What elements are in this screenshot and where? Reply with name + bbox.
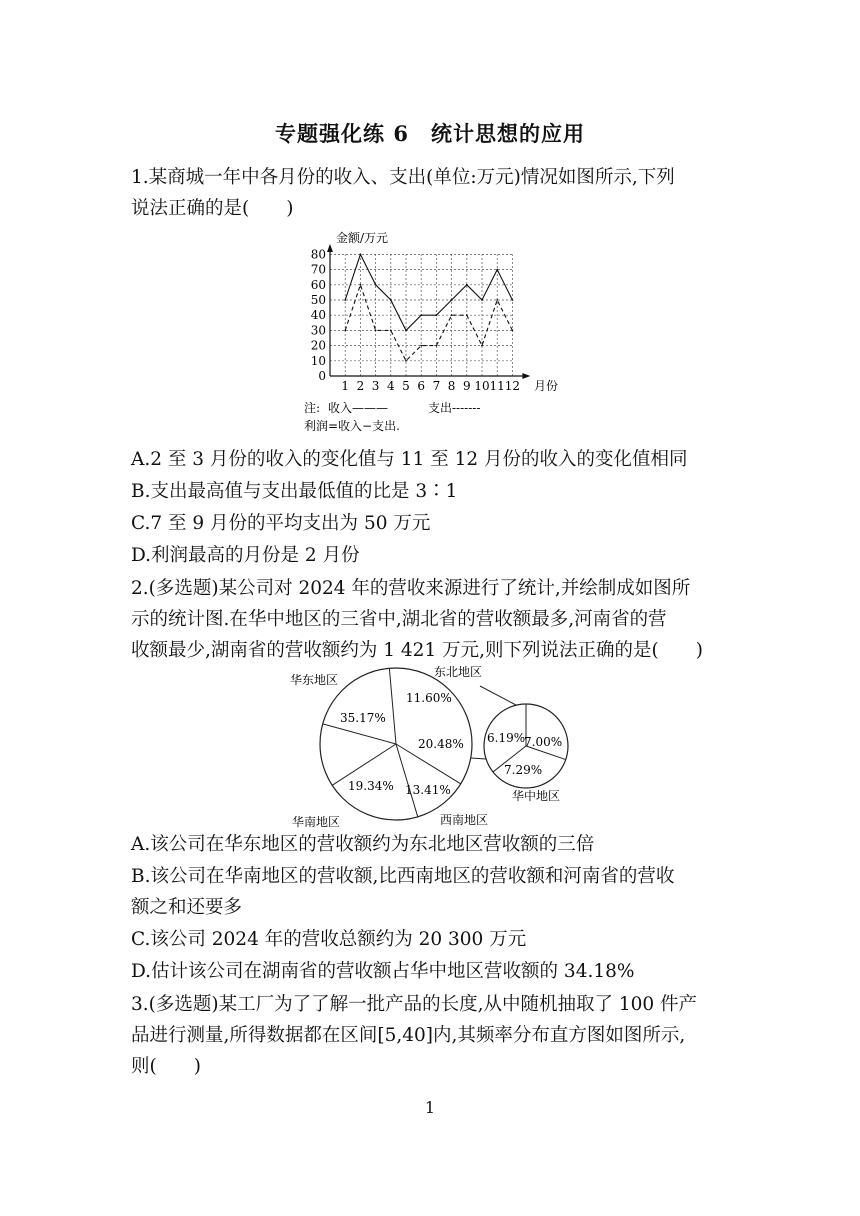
- data-point: [344, 330, 346, 332]
- q2-option-d: D.估计该公司在湖南省的营收额占华中地区营收额的 34.18%: [131, 961, 635, 982]
- q2-option-a: A.该公司在华东地区的营收额约为东北地区营收额的三倍: [131, 834, 595, 855]
- x-axis-arrow: [522, 373, 530, 379]
- x-tick-label: 9: [462, 379, 471, 393]
- legend-income: 收入———: [328, 401, 389, 415]
- x-tick-label: 7: [432, 379, 441, 393]
- data-point: [496, 269, 498, 271]
- page-number: 1: [424, 1098, 436, 1117]
- q3-stem-line3: 则( ): [131, 1056, 201, 1077]
- x-tick-labels: [341, 379, 520, 393]
- q1-stem-line2: 说法正确的是( ): [131, 198, 294, 219]
- y-axis-arrow: [327, 244, 333, 252]
- pie-label-huanan: 华南地区: [292, 815, 341, 829]
- x-tick-label: 8: [447, 379, 456, 393]
- subpie-pct-1: 6.19%: [487, 731, 526, 745]
- data-point: [360, 254, 362, 256]
- pie-main-slice-edge: [323, 724, 396, 744]
- series-line-expense: [345, 285, 512, 361]
- connector-top: [480, 686, 516, 705]
- data-point: [390, 330, 392, 332]
- q2-stem-line2: 示的统计图.在华中地区的三省中,湖北省的营收额最多,河南省的营: [131, 609, 667, 630]
- y-tick-label: 40: [310, 308, 326, 323]
- x-tick-label: 12: [504, 379, 521, 393]
- q2-stem-line1: 2.(多选题)某公司对 2024 年的营收来源进行了统计,并绘制成如图所: [131, 578, 691, 599]
- q2-option-b-line1: B.该公司在华南地区的营收额,比西南地区的营收额和河南省的营收: [131, 866, 675, 887]
- data-point: [420, 314, 422, 316]
- q3-stem-line1: 3.(多选题)某工厂为了了解一批产品的长度,从中随机抽取了 100 件产: [131, 994, 698, 1015]
- data-point: [466, 314, 468, 316]
- data-point: [481, 345, 483, 347]
- data-point: [451, 299, 453, 301]
- y-axis-label: 金额/万元: [336, 231, 389, 245]
- pie-pct-huanan: 19.34%: [348, 779, 394, 793]
- data-point: [436, 314, 438, 316]
- chart-note-profit: 利润=收入−支出.: [304, 419, 400, 433]
- q2-stem-line3: 收额最少,湖南省的营收额约为 1 421 万元,则下列说法正确的是( ): [131, 640, 703, 661]
- q1-line-chart: [300, 224, 570, 440]
- x-axis-label: 月份: [534, 379, 559, 393]
- y-tick-label: 80: [310, 247, 326, 262]
- x-tick-label: 1: [341, 379, 350, 393]
- data-point: [405, 360, 407, 362]
- legend-prefix: 注:: [304, 401, 321, 415]
- x-tick-label: 3: [371, 379, 380, 393]
- subpie-label: 华中地区: [512, 789, 561, 803]
- x-tick-label: 2: [356, 379, 365, 393]
- data-point: [512, 299, 514, 301]
- page-title: 专题强化练 6 统计思想的应用: [275, 121, 585, 146]
- x-tick-label: 11: [489, 379, 505, 393]
- y-tick-label: 30: [310, 323, 326, 338]
- y-tick-labels: [311, 247, 326, 383]
- data-point: [390, 299, 392, 301]
- y-tick-label: 50: [310, 293, 326, 307]
- data-point: [481, 299, 483, 301]
- data-point: [375, 330, 377, 332]
- q1-stem-line1: 1.某商城一年中各月份的收入、支出(单位:万元)情况如图所示,下列: [131, 167, 675, 188]
- data-point: [360, 284, 362, 286]
- x-tick-label: 5: [402, 379, 410, 393]
- pie-label-xinan: 西南地区: [440, 813, 489, 827]
- q1-option-a: A.2 至 3 月份的收入的变化值与 11 至 12 月份的收入的变化值相同: [131, 449, 688, 470]
- q2-option-c: C.该公司 2024 年的营收总额约为 20 300 万元: [131, 929, 527, 950]
- data-point: [451, 314, 453, 316]
- q1-option-d: D.利润最高的月份是 2 月份: [131, 545, 360, 566]
- y-tick-label: 0: [318, 369, 326, 383]
- q1-option-b: B.支出最高值与支出最低值的比是 3∶1: [131, 481, 458, 502]
- legend-expense: 支出-------: [428, 401, 481, 415]
- pie-main-slice-edge: [389, 668, 396, 744]
- q1-option-c: C.7 至 9 月份的平均支出为 50 万元: [131, 513, 431, 534]
- pie-label-dongbei: 东北地区: [434, 665, 483, 679]
- data-point: [405, 330, 407, 332]
- pie-label-huadong: 华东地区: [290, 673, 339, 687]
- pie-pct-huadong: 35.17%: [340, 711, 386, 725]
- data-point: [436, 345, 438, 347]
- x-tick-label: 6: [417, 379, 426, 393]
- q3-stem-line2: 品进行测量,所得数据都在区间[5,40]内,其频率分布直方图如图所示,: [131, 1025, 686, 1046]
- y-tick-label: 20: [310, 338, 326, 353]
- y-tick-label: 10: [310, 353, 326, 368]
- connector-bottom: [471, 758, 486, 759]
- q2-option-b-line2: 额之和还要多: [131, 897, 243, 918]
- q2-pie-chart: [280, 662, 590, 834]
- pie-pct-dongbei: 11.60%: [406, 691, 452, 705]
- data-point: [420, 345, 422, 347]
- data-point: [512, 330, 514, 332]
- subpie-pct-3: 7.29%: [504, 763, 543, 777]
- series-line-income: [345, 254, 512, 330]
- x-tick-label: 4: [386, 379, 395, 393]
- subpie-pct-2: 7.00%: [524, 735, 563, 749]
- y-tick-label: 70: [310, 262, 326, 277]
- data-point: [375, 284, 377, 286]
- pie-pct-xinan: 13.41%: [405, 783, 451, 797]
- data-point: [344, 299, 346, 301]
- y-tick-label: 60: [310, 277, 326, 292]
- x-tick-label: 10: [474, 379, 490, 393]
- pie-pct-huazhong: 20.48%: [418, 737, 464, 751]
- data-point: [496, 299, 498, 301]
- data-point: [466, 284, 468, 286]
